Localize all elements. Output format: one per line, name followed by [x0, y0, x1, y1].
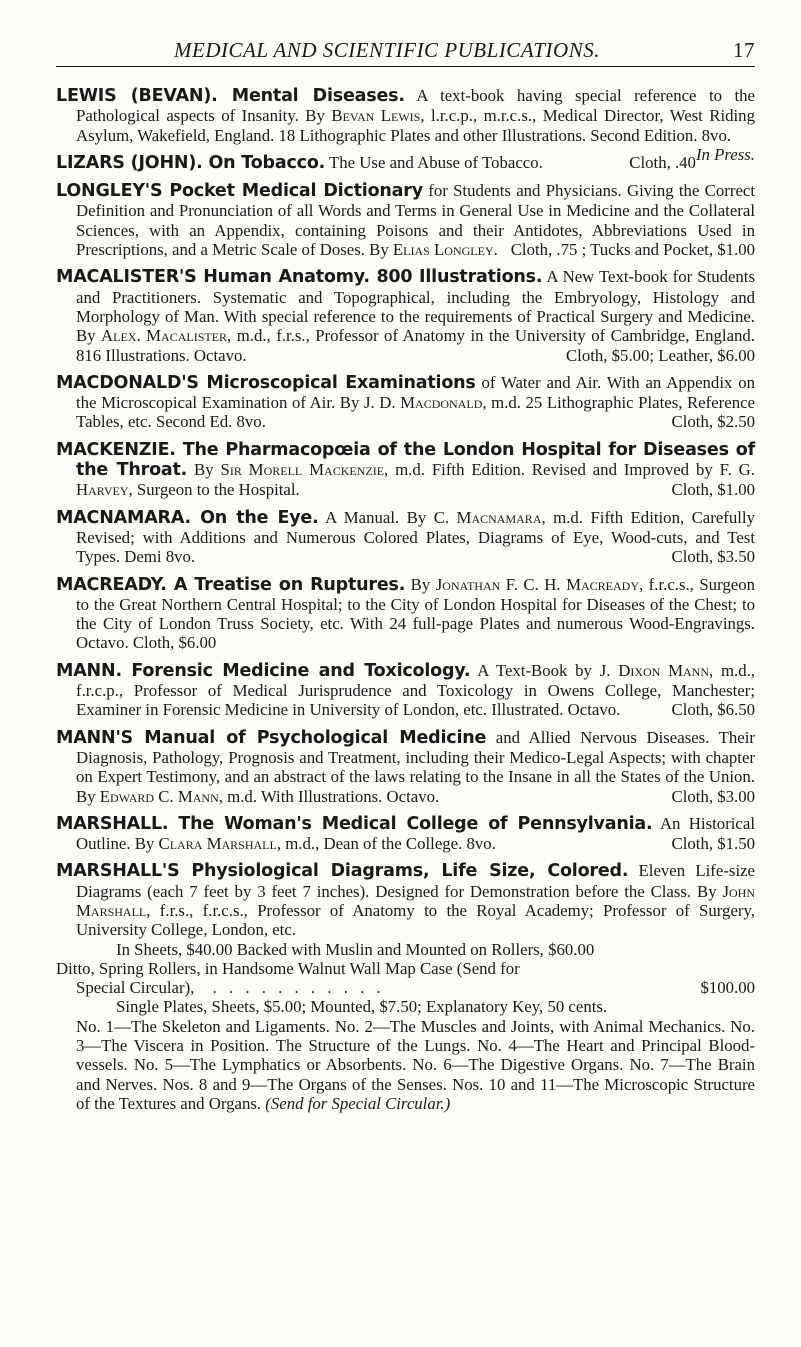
- entry-text: An Historical Outline. By: [76, 813, 755, 854]
- entry-text: for Students and Physicians. Giving the Correct Definition and Pronunciation of all Words and Terms in General Use in Medicine and the Collateral Sciences, with an Appendix, containing Poisons and their Antidotes, Abbreviations Used in Prescriptions, and a Metric Scale of Doses. By: [76, 181, 756, 260]
- entry-price: Cloth, $5.00; Leather, $6.00: [565, 345, 755, 365]
- catalog-entry-mackenzie: [56, 440, 755, 500]
- entry-sheets-price: In Sheets, $40.00 Backed with Muslin and Mounted on Rollers, $60.00: [116, 939, 595, 959]
- entry-price: Cloth, $3.00: [671, 786, 755, 806]
- entry-text: and Allied Nervous Diseases. Their Diagnosis, Pathology, Prognosis and Treatment, including their Medico-Legal Aspects; with chapter on Expert Testimony, and an abstract of the laws relating to the Insane in all the States of the Union. By: [76, 727, 755, 806]
- entry-price: Cloth, $1.00: [671, 480, 755, 500]
- entry-text: m.d., f.r.c.p., Professor of Medical Jurisprudence and Toxicology in Owens College, Manchester; Examiner in Forensic Medicine in University of London, etc. Illustrated. Octavo.: [76, 660, 755, 720]
- entry-price: Cloth, $6.50: [671, 700, 755, 720]
- entry-leader-dots: . . . . . . . . . . .: [212, 978, 385, 998]
- entry-text: f.r.c.s., Surgeon to the Great Northern Central Hospital; to the City of London Hospital for Diseases of the Chest; to the City of London Truss Society, etc. With 24 full-page Plates and numerous Wood-Engravings. Octavo. Cloth, $6.00: [76, 574, 755, 653]
- entry-heading: LEWIS (BEVAN). Mental Diseases.: [56, 86, 405, 106]
- catalog-entry-marshall-diagrams: [56, 861, 755, 1113]
- entry-text: The Use and Abuse of Tobacco.: [329, 152, 543, 172]
- catalog-entry-lizars: [56, 153, 755, 173]
- catalog-entry-macnamara: [56, 508, 755, 567]
- entry-author: Dixon Mann,: [618, 660, 714, 680]
- entry-ditto: Ditto, Spring Rollers, in Handsome Walnut Wall Map Case (Send for: [56, 958, 520, 978]
- entry-text: m.d., f.r.s., Professor of Anatomy in the University of Cambridge, England. 816 Illustrations. Octavo.: [76, 326, 755, 365]
- entry-text: A New Text-book for Students and Practitioners. Systematic and Topographical, including the Embryology, Histology and Morphology of Man. With special reference to the requirements of Practical Surgery and Medicine. By: [76, 267, 756, 346]
- entry-text: m.d., Dean of the College. 8vo.: [285, 834, 496, 854]
- entry-author: J. D. Macdonald,: [363, 393, 487, 413]
- entry-text: A Text-Book by J.: [477, 660, 611, 680]
- entry-text: m.d. With Illustrations. Octavo.: [227, 786, 440, 806]
- entry-heading: MACALISTER'S Human Anatomy. 800 Illustrations.: [56, 267, 543, 288]
- entry-heading: MACREADY. A Treatise on Ruptures.: [56, 574, 406, 595]
- entry-text: f.r.s., f.r.c.s., Professor of Anatomy to the Royal Academy; Professor of Surgery, University College, London, etc.: [76, 900, 755, 940]
- entry-price: Cloth, $3.50: [671, 547, 755, 567]
- entry-author: Clara Marshall,: [158, 834, 282, 854]
- entry-text: By: [410, 574, 431, 594]
- entry-text: l.r.c.p., m.r.c.s., Medical Director, West Riding Asylum, Wakefield, England. 18 Lithographic Plates and other Illustrations. Second Edition. 8vo.: [76, 106, 755, 145]
- running-head: [56, 38, 755, 67]
- entry-text: A text-book having special reference to the Pathological aspects of Insanity. By: [76, 86, 755, 126]
- entry-price: Cloth, $1.50: [671, 834, 755, 854]
- entry-ditto-line: [76, 978, 755, 997]
- catalog-entries: [56, 86, 755, 1113]
- entry-heading: LONGLEY'S Pocket Medical Dictionary: [56, 181, 423, 202]
- catalog-entry-longley: [56, 181, 755, 259]
- entry-author: Sir Morell Mackenzie,: [220, 460, 389, 480]
- entry-heading: MANN. Forensic Medicine and Toxicology.: [56, 660, 471, 681]
- entry-text: Surgeon to the Hospital.: [136, 480, 300, 500]
- catalog-entry-macready: [56, 575, 755, 653]
- entry-heading: MACNAMARA. On the Eye.: [56, 507, 319, 528]
- entry-text: m.d. Fifth Edition. Revised and Improved by: [395, 460, 713, 480]
- entry-send-note: (Send for Special Circular.): [265, 1093, 451, 1113]
- entry-heading: MACDONALD'S Microscopical Examinations: [56, 372, 476, 393]
- catalog-entry-mann-manual: [56, 728, 755, 806]
- entry-price: Cloth, .40: [629, 152, 696, 172]
- entry-text: A Manual. By: [325, 507, 427, 527]
- entry-ditto-price: $100.00: [700, 978, 755, 998]
- entry-price: Cloth, $2.50: [671, 412, 755, 432]
- entry-heading: LIZARS (JOHN). On Tobacco.: [56, 152, 326, 173]
- entry-text: m.d. 25 Lithographic Plates, Reference Tables, etc. Second Ed. 8vo.: [76, 393, 755, 432]
- entry-heading: MARSHALL. The Woman's Medical College of Pennsylvania.: [56, 813, 653, 834]
- entry-heading: MANN'S Manual of Psychological Medicine: [56, 727, 487, 748]
- entry-author: C. Macnamara,: [433, 507, 546, 527]
- entry-text: By: [194, 460, 214, 480]
- catalog-entry-mann: [56, 661, 755, 720]
- entry-author: Alex. Macalister,: [101, 326, 232, 346]
- entry-author: F. G. Harvey,: [76, 460, 755, 500]
- catalog-entry-macalister: [56, 267, 755, 364]
- entry-price: Cloth, .75 ; Tucks and Pocket, $1.00: [510, 240, 755, 260]
- catalog-entry-macdonald: [56, 373, 755, 432]
- entry-status: In Press.: [695, 144, 755, 164]
- entry-text: Eleven Life-size Diagrams (each 7 feet by 3 feet 7 inches). Designed for Demonstration before the Class. By: [76, 861, 755, 901]
- entry-heading: MACKENZIE. The Pharmacopœia of the London Hospital for Diseases of the Throat.: [56, 439, 755, 481]
- catalog-entry-marshall: [56, 814, 755, 854]
- entry-text: of Water and Air. With an Appendix on the Microscopical Examination of Air. By: [76, 372, 755, 413]
- page-number: 17: [733, 38, 755, 62]
- entry-author: John Marshall,: [76, 881, 755, 920]
- entry-author: Edward C. Mann,: [99, 786, 223, 806]
- entry-heading: MARSHALL'S Physiological Diagrams, Life Size, Colored.: [56, 861, 629, 882]
- entry-ditto-label: Special Circular),: [76, 978, 195, 998]
- entry-single-plates: Single Plates, Sheets, $5.00; Mounted, $7.50; Explanatory Key, 50 cents.: [116, 997, 608, 1017]
- entry-author: Jonathan F. C. H. Macready,: [435, 574, 644, 594]
- entry-author: Bevan Lewis,: [331, 106, 425, 126]
- entry-author: Elias Longley.: [392, 240, 498, 260]
- entry-contents: No. 1—The Skeleton and Ligaments. No. 2—The Muscles and Joints, with Animal Mechanics. No. 3—The Viscera in Position. The Structure of the Lungs. No. 4—The Heart and Principal Blood-vessels. No. 5—The Lymphatics or Absorbents. No. 6—The Digestive Organs. No. 7—The Brain and Nerves. Nos. 8 and 9—The Organs of the Senses. Nos. 10 and 11—The Microscopic Structure of the Textures and Organs.: [76, 1016, 755, 1113]
- entry-text: m.d. Fifth Edition, Carefully Revised; with Additions and Numerous Colored Plates, Diagrams of Eye, Wood-cuts, and Test Types. Demi 8vo.: [76, 507, 755, 567]
- running-title: MEDICAL AND SCIENTIFIC PUBLICATIONS.: [174, 38, 600, 62]
